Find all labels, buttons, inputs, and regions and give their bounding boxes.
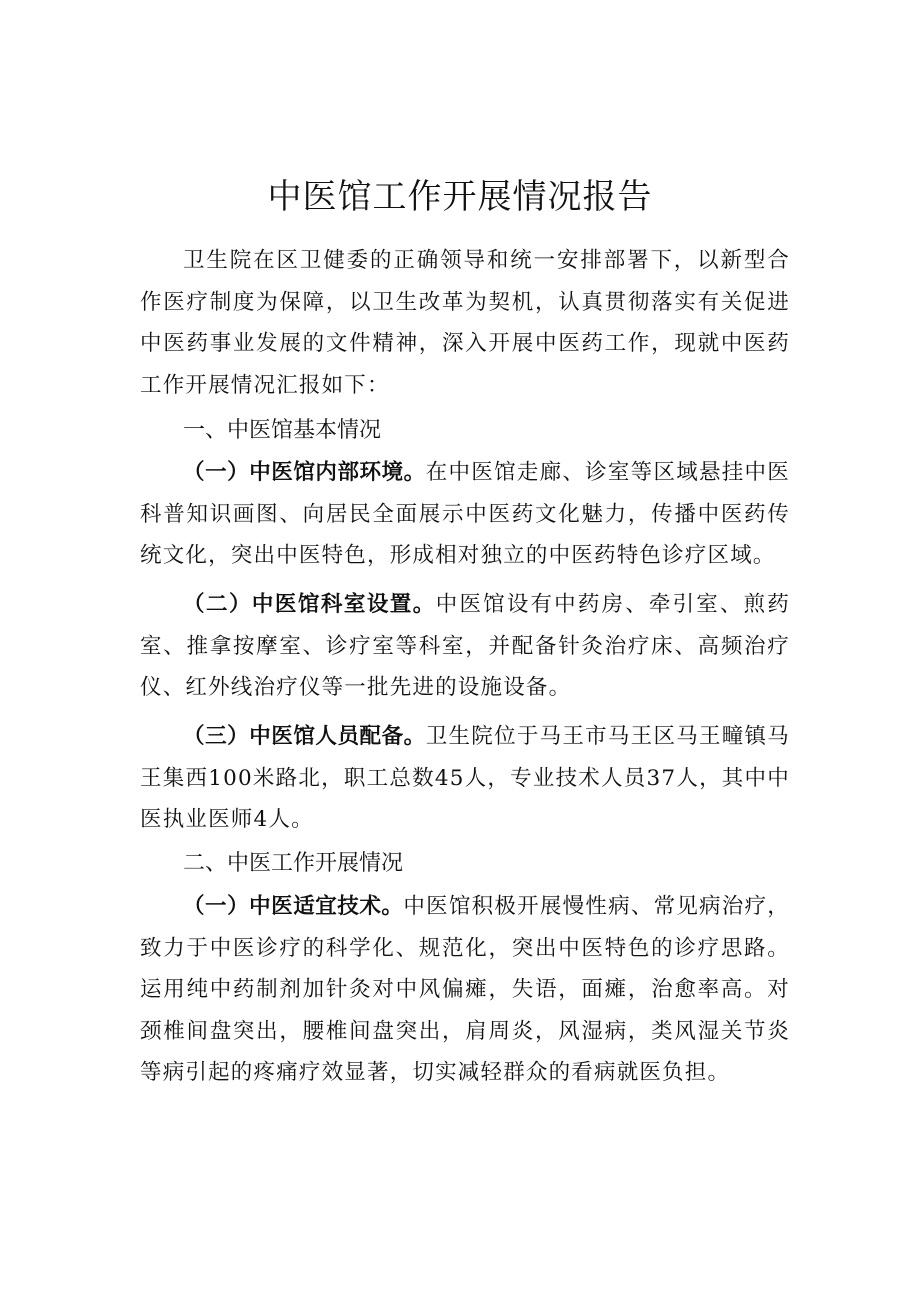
- section-1-item-1: [140, 452, 790, 577]
- item-lead: （一）中医馆内部环境。: [183, 460, 426, 485]
- item-text: 卫生院位于马王市马王区马王疃镇马王集西100米路北，职工总数45人，专业技术人员37人，其中中医执业医师4人。: [140, 724, 790, 832]
- intro-paragraph: 卫生院在区卫健委的正确领导和统一安排部署下，以新型合作医疗制度为保障，以卫生改革为契机，认真贯彻落实有关促进中医药事业发展的文件精神，深入开展中医药工作，现就中医药工作开展情况汇报如下：: [140, 248, 790, 398]
- item-lead: （二）中医馆科室设置。: [183, 592, 436, 617]
- section-2-item-1: [140, 886, 790, 1094]
- item-lead: （三）中医馆人员配备。: [183, 724, 426, 749]
- item-lead: （一）中医适宜技术。: [183, 894, 404, 919]
- section-1-item-3: [140, 716, 790, 841]
- section-heading-2: 二、中医工作开展情况: [183, 851, 404, 876]
- item-text: 中医馆设有中药房、牵引室、煎药室、推拿按摩室、诊疗室等科室，并配备针灸治疗床、高频治疗仪、红外线治疗仪等一批先进的设施设备。: [140, 592, 790, 700]
- item-text: 中医馆积极开展慢性病、常见病治疗，致力于中医诊疗的科学化、规范化，突出中医特色的诊疗思路。运用纯中药制剂加针灸对中风偏瘫，失语，面瘫，治愈率高。对颈椎间盘突出，腰椎间盘突出，肩周炎，风湿病，类风湿关节炎等病引起的疼痛疗效显著，切实减轻群众的看病就医负担。: [140, 894, 790, 1085]
- section-1-item-2: [140, 584, 790, 709]
- section-heading-1: 一、中医馆基本情况: [183, 418, 382, 443]
- document-title: 中医馆工作开展情况报告: [267, 177, 653, 217]
- item-text: 在中医馆走廊、诊室等区域悬挂中医科普知识画图、向居民全面展示中医药文化魅力，传播中医药传统文化，突出中医特色，形成相对独立的中医药特色诊疗区域。: [140, 460, 790, 568]
